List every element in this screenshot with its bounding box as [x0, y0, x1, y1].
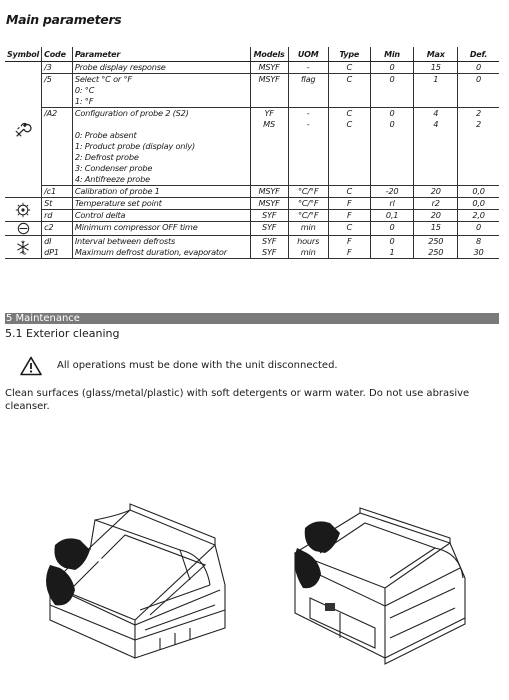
table-row [5, 198, 499, 210]
display-counter-illustration-left [30, 490, 240, 670]
type-cell: C [328, 62, 370, 74]
table-row [5, 236, 499, 248]
max-cell [414, 108, 458, 186]
header-uom: UOM [288, 47, 328, 62]
uom-cell: °C/°F [288, 198, 328, 210]
def-line: 2 [476, 108, 482, 118]
header-max: Max [414, 47, 458, 62]
section-heading-bar: 5 Maintenance [5, 313, 499, 324]
symbol-cell [5, 236, 42, 259]
uom-cell: - [288, 62, 328, 74]
max-cell: 20 [414, 210, 458, 222]
def-cell: 2,0 [458, 210, 499, 222]
code-cell: c2 [42, 222, 73, 236]
param-line: 4: Antifreeze probe [74, 174, 150, 184]
models-cell [250, 108, 288, 186]
type-cell [328, 108, 370, 186]
header-models: Models [250, 47, 288, 62]
defrost-icon [7, 239, 39, 255]
symbol-cell [5, 62, 42, 198]
def-line: 2 [476, 119, 482, 129]
warning-icon [20, 356, 42, 380]
models-cell: SYF [250, 222, 288, 236]
cleaning-instructions: Clean surfaces (glass/metal/plastic) with soft detergents or warm water. Do not use abrasive cleanser. [5, 388, 470, 412]
uom-cell: flag [288, 74, 328, 108]
param-line: 3: Condenser probe [74, 163, 153, 173]
code-cell: /A2 [42, 108, 73, 186]
min-cell: 0 [370, 222, 414, 236]
header-def: Def. [458, 47, 499, 62]
min-cell: 0 [370, 74, 414, 108]
param-line: 2: Defrost probe [74, 152, 139, 162]
min-cell: 0 [370, 236, 414, 248]
code-cell: /3 [42, 62, 73, 74]
uom-cell [288, 108, 328, 186]
models-cell: MSYF [250, 74, 288, 108]
max-cell: 1 [414, 74, 458, 108]
max-cell: 250 [414, 236, 458, 248]
models-cell: SYF [250, 247, 288, 259]
code-cell: /c1 [42, 186, 73, 198]
header-min: Min [370, 47, 414, 62]
header-code: Code [42, 47, 73, 62]
param-spacer [75, 119, 248, 130]
def-cell: 0 [458, 222, 499, 236]
param-line: Select °C or °F [74, 74, 132, 84]
type-line: C [346, 119, 352, 129]
min-cell: 1 [370, 247, 414, 259]
min-cell [370, 108, 414, 186]
code-cell: dP1 [42, 247, 73, 259]
min-line: 0 [389, 108, 395, 118]
type-cell: C [328, 74, 370, 108]
param-cell [72, 74, 250, 108]
max-cell: 15 [414, 222, 458, 236]
table-row [5, 247, 499, 259]
thermometer-icon [7, 202, 39, 218]
param-cell: Maximum defrost duration, evaporator [72, 247, 250, 259]
type-line: C [346, 108, 352, 118]
wrench-icon [7, 121, 39, 139]
max-line: 4 [433, 108, 439, 118]
warning-notice [20, 356, 500, 378]
display-counter-illustration-right [285, 498, 475, 668]
param-cell: Interval between defrosts [72, 236, 250, 248]
table-row [5, 210, 499, 222]
max-cell: 20 [414, 186, 458, 198]
def-cell: 0,0 [458, 198, 499, 210]
def-cell: 0 [458, 62, 499, 74]
type-cell: C [328, 186, 370, 198]
models-cell: MSYF [250, 198, 288, 210]
param-cell [72, 108, 250, 186]
def-cell: 0 [458, 74, 499, 108]
symbol-cell [5, 198, 42, 222]
symbol-cell [5, 222, 42, 236]
models-cell: MSYF [250, 186, 288, 198]
header-parameter: Parameter [72, 47, 250, 62]
def-cell: 30 [458, 247, 499, 259]
max-cell: 250 [414, 247, 458, 259]
models-line: YF [264, 108, 274, 118]
table-row [5, 186, 499, 198]
param-line: 1: Product probe (display only) [74, 141, 196, 151]
parameters-table [5, 47, 499, 259]
param-line: 1: °F [74, 96, 94, 106]
table-header-row [5, 47, 499, 62]
code-cell: /5 [42, 74, 73, 108]
max-line: 4 [433, 119, 439, 129]
models-cell: SYF [250, 236, 288, 248]
type-cell: F [328, 247, 370, 259]
table-row [5, 108, 499, 186]
models-cell: SYF [250, 210, 288, 222]
param-line: Configuration of probe 2 (S2) [74, 108, 189, 118]
min-cell: rl [370, 198, 414, 210]
min-line: 0 [389, 119, 395, 129]
max-cell: r2 [414, 198, 458, 210]
def-cell: 0,0 [458, 186, 499, 198]
uom-line: - [306, 119, 310, 129]
param-cell: Calibration of probe 1 [72, 186, 250, 198]
type-cell: F [328, 198, 370, 210]
table-row [5, 62, 499, 74]
models-cell: MSYF [250, 62, 288, 74]
code-cell: rd [42, 210, 73, 222]
uom-cell: °C/°F [288, 186, 328, 198]
type-cell: F [328, 210, 370, 222]
subsection-heading: 5.1 Exterior cleaning [5, 327, 120, 340]
uom-cell: min [288, 222, 328, 236]
header-symbol: Symbol [5, 47, 42, 62]
param-line: 0: °C [74, 85, 95, 95]
compressor-icon [7, 222, 39, 235]
table-row [5, 74, 499, 108]
def-cell [458, 108, 499, 186]
uom-cell: min [288, 247, 328, 259]
uom-cell: hours [288, 236, 328, 248]
type-cell: F [328, 236, 370, 248]
page-title: Main parameters [6, 12, 122, 27]
max-cell: 15 [414, 62, 458, 74]
param-cell: Control delta [72, 210, 250, 222]
code-cell: dI [42, 236, 73, 248]
param-line: 0: Probe absent [74, 130, 137, 140]
param-cell: Probe display response [72, 62, 250, 74]
code-cell: St [42, 198, 73, 210]
table-row [5, 222, 499, 236]
def-cell: 8 [458, 236, 499, 248]
min-cell: 0 [370, 62, 414, 74]
uom-cell: °C/°F [288, 210, 328, 222]
header-type: Type [328, 47, 370, 62]
type-cell: C [328, 222, 370, 236]
models-line: MS [263, 119, 276, 129]
param-cell: Temperature set point [72, 198, 250, 210]
warning-text: All operations must be done with the unit disconnected. [57, 360, 338, 371]
min-cell: -20 [370, 186, 414, 198]
min-cell: 0,1 [370, 210, 414, 222]
uom-line: - [306, 108, 310, 118]
param-cell: Minimum compressor OFF time [72, 222, 250, 236]
